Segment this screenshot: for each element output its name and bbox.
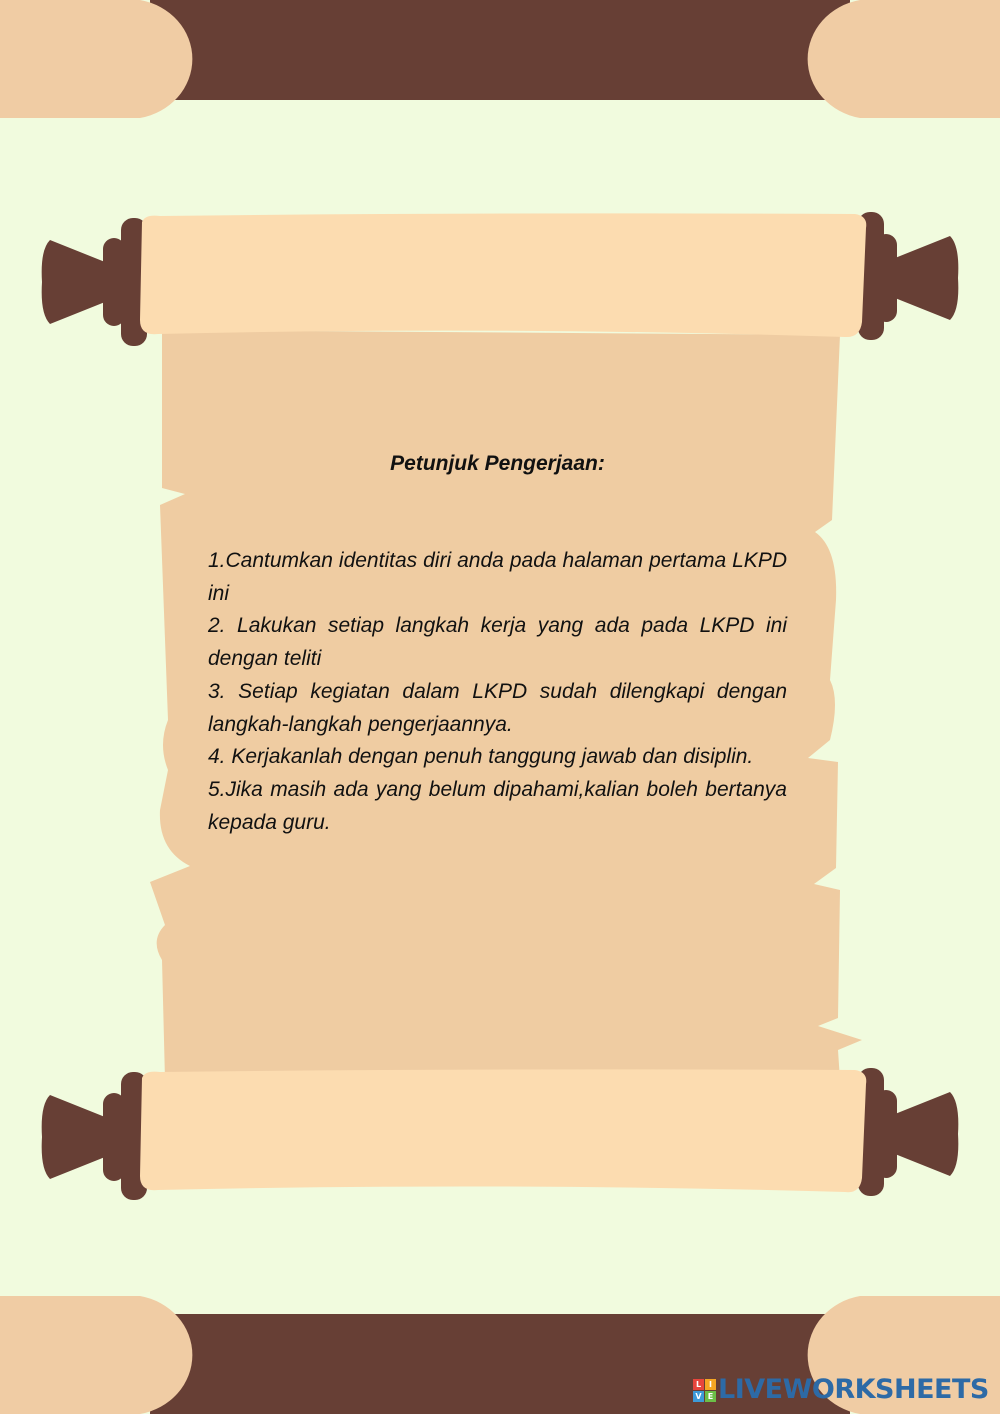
instruction-item: 3. Setiap kegiatan dalam LKPD sudah dilengkapi dengan langkah-langkah pengerjaannya. xyxy=(208,679,787,736)
instructions-panel xyxy=(208,448,787,839)
scroll-bottom-roll xyxy=(42,1068,959,1200)
instruction-item: 1.Cantumkan identitas diri anda pada halaman pertama LKPD ini xyxy=(208,549,787,605)
brand-name: LIVEWORKSHEETS xyxy=(718,1374,989,1405)
liveworksheets-logo-icon xyxy=(693,1379,716,1402)
top-frame-bar xyxy=(0,0,1000,118)
instructions-list xyxy=(208,545,787,839)
logo-cube: E xyxy=(705,1391,716,1402)
liveworksheets-watermark xyxy=(693,1376,989,1404)
logo-cube: L xyxy=(693,1379,704,1390)
instruction-item: 4. Kerjakanlah dengan penuh tanggung jawab dan disiplin. xyxy=(208,745,754,769)
logo-cube: I xyxy=(705,1379,716,1390)
logo-cube: V xyxy=(693,1391,704,1402)
instruction-item: 5.Jika masih ada yang belum dipahami,kalian boleh bertanya kepada guru. xyxy=(208,777,787,834)
scroll-top-roll xyxy=(42,212,959,346)
instruction-item: 2. Lakukan setiap langkah kerja yang ada pada LKPD ini dengan teliti xyxy=(208,614,787,671)
instructions-title: Petunjuk Pengerjaan: xyxy=(390,452,605,475)
